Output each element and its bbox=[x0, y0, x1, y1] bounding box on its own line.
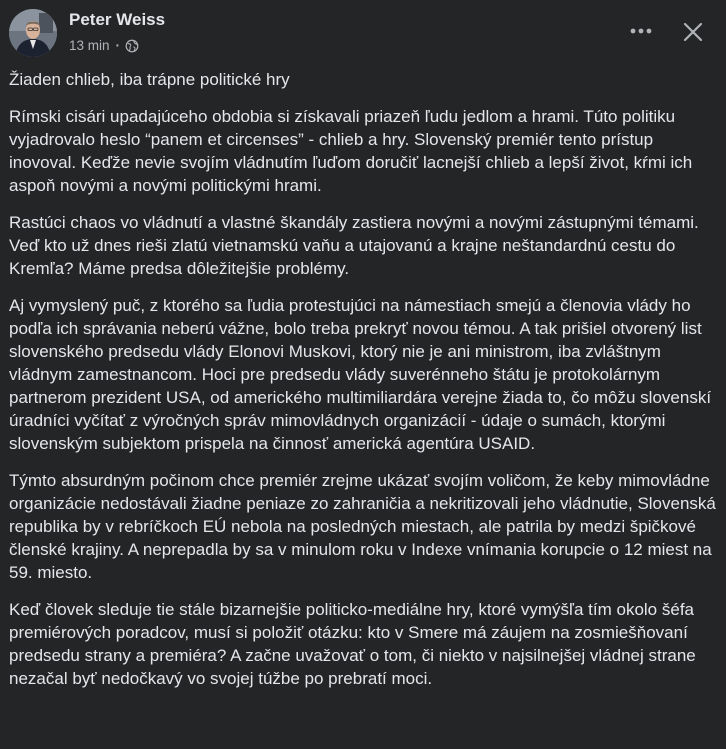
globe-icon[interactable] bbox=[125, 39, 139, 53]
post-paragraph: Týmto absurdným počinom chce premiér zrejme ukázať svojím voličom, že keby mimovládne organizácie nedostávali žiadne peniaze zo zahraničia a nekritizovali jeho vládnutie, Slovenská republika by v rebríčkoch EÚ nebola na posledných miestach, ale patrila by medzi špičkové členské krajiny. A neprepadla by sa v minulom roku v Indexe vnímania korupcie o 12 miest na 59. miesto. bbox=[9, 471, 716, 582]
post-header bbox=[0, 0, 726, 64]
more-horizontal-icon[interactable] bbox=[626, 16, 656, 46]
post-paragraph: Aj vymyslený puč, z ktorého sa ľudia protestujúci na námestiach smejú a členovia vlády ho podľa ich správania neberú vážne, bolo treba prekryť novou témou. A tak prišiel otvorený list slovenského predsedu vlády Elonovi Muskovi, ktorý nie je ani ministrom, iba zvláštnym vládnym zamestnancom. Hoci pre predsedu vlády suverénneho štátu je protokolárnym partnerom prezident USA, od amerického multimiliardára verejne žiada to, čo môžu slovenskí úradníci vyčítať z výročných správ mimovládnych organizácií - údaje o sumách, ktorými slovenským subjektom prispela na činnosť americká agentúra USAID. bbox=[9, 296, 712, 453]
post-meta bbox=[69, 38, 139, 53]
close-icon[interactable] bbox=[678, 17, 708, 47]
meta-separator: · bbox=[115, 38, 121, 53]
avatar[interactable] bbox=[9, 9, 57, 57]
post-title: Žiaden chlieb, iba trápne politické hry bbox=[9, 70, 290, 89]
post-paragraph: Rímski cisári upadajúceho obdobia si získavali priazeň ľudu jedlom a hrami. Túto politiku vyjadrovalo heslo “panem et circenses” - chlieb a hry. Slovenský premiér tento prístup inovoval. Keďže nevie svojím vládnutím ľuďom doručiť lacnejší chlieb a lepší život, kŕmi ich aspoň novými a novými politickými hrami. bbox=[9, 107, 693, 195]
post-timestamp[interactable]: 13 min bbox=[69, 38, 110, 53]
post-paragraph: Keď človek sleduje tie stále bizarnejšie politicko-mediálne hry, ktoré vymýšľa tím okolo šéfa premiérových poradcov, musí si položiť otázku: kto v Smere má záujem na zosmiešňovaní predsedu strany a premiéra? A začne uvažovať o tom, či niekto v najsilnejšej vládnej strane nezačal byť nedočkavý vo svojej túžbe po prebratí moci. bbox=[9, 600, 696, 688]
avatar-image bbox=[9, 9, 57, 57]
author-name[interactable]: Peter Weiss bbox=[69, 10, 166, 29]
post-paragraph: Rastúci chaos vo vládnutí a vlastné škandály zastiera novými a novými zástupnými témami. Veď kto už dnes rieši zlatú vietnamskú vaňu a utajovanú a krajne neštandardnú cestu do Kremľa? Máme predsa dôležitejšie problémy. bbox=[9, 213, 699, 278]
post-body bbox=[9, 68, 721, 704]
